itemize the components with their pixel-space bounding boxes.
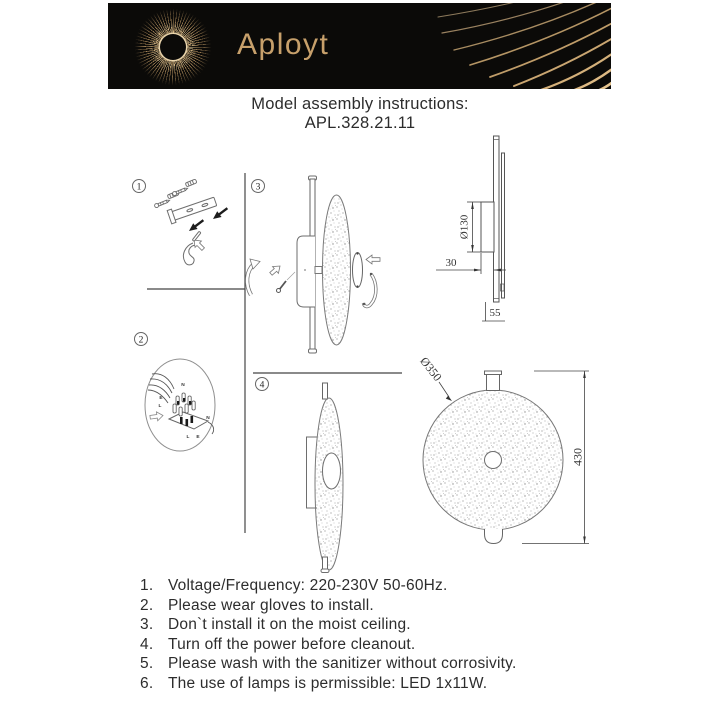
dim-base-depth: 55 bbox=[489, 307, 501, 319]
list-item bbox=[140, 635, 516, 655]
dim-shade-diameter: Ø350 bbox=[417, 354, 445, 384]
instruction-list bbox=[140, 576, 516, 694]
list-item bbox=[140, 674, 516, 694]
step-1-diagram bbox=[154, 179, 230, 265]
step-1-badge: 1 bbox=[136, 182, 142, 193]
svg-text:L: L bbox=[158, 404, 162, 409]
svg-text:E: E bbox=[159, 396, 163, 401]
list-item-text: Turn off the power before cleanout. bbox=[168, 635, 416, 653]
list-item bbox=[140, 596, 516, 616]
step-4-diagram bbox=[307, 383, 344, 573]
step-4-badge: 4 bbox=[259, 380, 265, 391]
dim-standoff-depth: 30 bbox=[445, 257, 457, 269]
list-item-number: 6. bbox=[140, 674, 154, 692]
dim-mount-diameter: Ø130 bbox=[458, 214, 471, 240]
dimension-front-view bbox=[417, 354, 589, 543]
wire-labels bbox=[159, 382, 211, 440]
step-2-diagram bbox=[145, 359, 215, 451]
list-item-text: Please wash with the sanitizer without corrosivity. bbox=[168, 655, 517, 673]
list-item-text: Don`t install it on the moist ceiling. bbox=[168, 616, 411, 634]
list-item-number: 4. bbox=[140, 635, 154, 653]
list-item bbox=[140, 576, 516, 596]
dimension-side-view bbox=[436, 136, 506, 321]
list-item-number: 1. bbox=[140, 577, 154, 594]
list-item-text: Voltage/Frequency: 220-230V 50-60Hz. bbox=[168, 577, 448, 594]
step-3-badge: 3 bbox=[255, 182, 261, 193]
svg-text:E: E bbox=[196, 435, 200, 440]
list-item-number: 2. bbox=[140, 596, 154, 614]
model-number: APL.328.21.11 bbox=[304, 114, 416, 132]
svg-text:N: N bbox=[206, 416, 210, 421]
list-item-number: 5. bbox=[140, 655, 154, 673]
list-item bbox=[140, 654, 516, 674]
list-item bbox=[140, 615, 516, 635]
list-item-text: Please wear gloves to install. bbox=[168, 596, 374, 614]
brand-name: Aployt bbox=[237, 28, 330, 61]
sheet-title: Model assembly instructions: bbox=[251, 95, 469, 113]
svg-text:L: L bbox=[186, 435, 190, 440]
step-2-badge: 2 bbox=[138, 335, 144, 346]
step-3-diagram bbox=[247, 176, 380, 353]
dim-total-height: 430 bbox=[570, 448, 585, 466]
list-item-text: The use of lamps is permissible: LED 1x11W. bbox=[168, 674, 488, 692]
svg-text:N: N bbox=[181, 383, 185, 388]
list-item-number: 3. bbox=[140, 616, 154, 634]
panel-dividers bbox=[147, 173, 402, 533]
